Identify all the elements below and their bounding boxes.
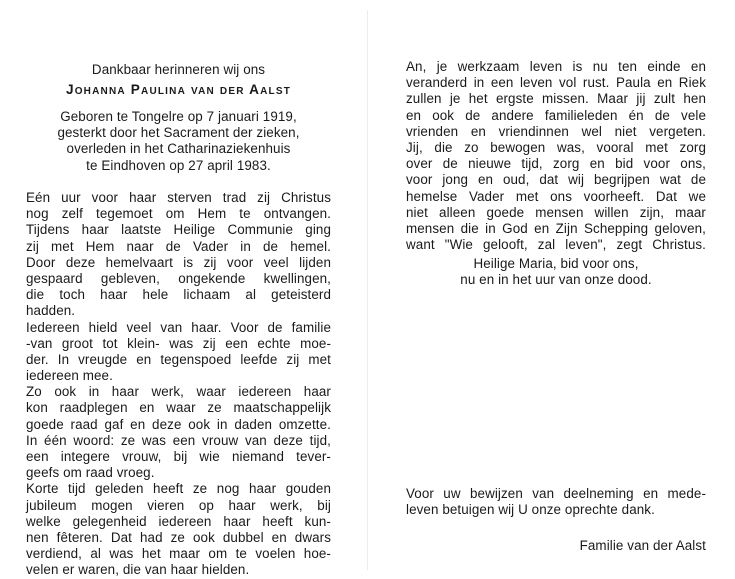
- right-body: [406, 59, 706, 253]
- body-line: Zo ook in haar werk, waar iedereen haar: [26, 384, 331, 400]
- body-line: mensen die in God en Zijn Schepping geloven,: [406, 220, 706, 236]
- thanks-line: leven betuigen wij U onze oprechte dank.: [406, 502, 655, 518]
- birth-line: Geboren te Tongelre op 7 januari 1919,: [60, 109, 297, 124]
- prayer-line: nu en in het uur van onze dood.: [460, 272, 652, 288]
- body-line: en ook de andere familieleden én de vele: [406, 107, 706, 123]
- left-body: [26, 190, 331, 579]
- body-line: iedereen mee.: [26, 368, 113, 384]
- birth-death-block: [26, 109, 331, 174]
- fold-line: [367, 10, 368, 570]
- body-line: niet alleen goede mensen willen zijn, maar: [406, 204, 706, 220]
- body-line: Iedereen hield veel van haar. Voor de familie: [26, 319, 331, 335]
- body-line: hemelse Vader met ons voorheeft. Dat we: [406, 188, 706, 204]
- body-line: Korte tijd geleden heeft ze nog haar gouden: [26, 481, 331, 497]
- body-line: nen fêteren. Dat had ze ook dubbel en dwars: [26, 529, 331, 545]
- body-line: zullen je het ergste missen. Maar jij zult hen: [406, 91, 706, 107]
- body-line: Door deze hemelvaart is zij voor veel lijden: [26, 254, 331, 270]
- body-line: geefs om raad vroeg.: [26, 465, 155, 481]
- body-line: zij met Hem naar de Vader in de hemel.: [26, 238, 331, 254]
- body-line: kon raadplegen en waar ze maatschappelijk: [26, 400, 331, 416]
- body-line: vrienden en vriendinnen wel niet vergeten.: [406, 123, 706, 139]
- birth-line: gesterkt door het Sacrament der zieken,: [57, 125, 300, 141]
- body-line: nog zelf tegemoet om Hem te ontvangen.: [26, 206, 331, 222]
- body-line: over de nieuwe tijd, zorg en bid voor ons,: [406, 156, 706, 172]
- body-line: welke gelegenheid iedereen haar heeft kun-: [26, 513, 331, 529]
- body-line: hadden.: [26, 303, 76, 319]
- deceased-name: Johanna Paulina van der Aalst: [65, 82, 292, 97]
- body-line: der. In vreugde en tegenspoed leefde zij met: [26, 351, 331, 367]
- prayer-block: [406, 256, 706, 288]
- body-line: gespaard gebleven, ongekende kwellingen,: [26, 270, 331, 286]
- body-line: velen er waren, die van haar hielden.: [26, 562, 250, 578]
- family-signature: Familie van der Aalst: [579, 538, 706, 553]
- thanks-line: Voor uw bewijzen van deelneming en mede-: [406, 486, 706, 501]
- body-line: Jij, die zo bewogen was, vooral met zorg: [406, 139, 706, 155]
- intro-text: Dankbaar herinneren wij ons: [91, 62, 266, 77]
- body-line: jubileum mogen vieren op haar werk, bij: [26, 497, 331, 513]
- body-line: een integere vrouw, bij wie niemand tever-: [26, 449, 331, 464]
- body-line: veranderd in een leven vol rust. Paula en Riek: [406, 75, 706, 91]
- thanks-block: [406, 486, 706, 518]
- body-line: goede raad gaf en deze ook in daden omzette.: [26, 416, 331, 432]
- birth-line: overleden in het Catharinaziekenhuis: [66, 141, 291, 157]
- body-line: -van groot tot klein- was zij een echte moe-: [26, 335, 331, 351]
- body-line: An, je werkzaam leven is nu ten einde en: [406, 59, 706, 74]
- body-line: In één woord: ze was een vrouw van deze tijd,: [26, 432, 331, 448]
- prayer-line: Heilige Maria, bid voor ons,: [473, 256, 639, 271]
- body-line: want "Wie gelooft, zal leven", zegt Christus.: [406, 237, 706, 253]
- body-line: die toch haar hele lichaam al geteisterd: [26, 287, 331, 303]
- body-line: Tijdens haar laatste Heilige Communie ging: [26, 222, 331, 238]
- body-line: voor jong en oud, dat wij begrijpen wat de: [406, 172, 706, 188]
- body-line: Eén uur voor haar sterven trad zij Christus: [26, 190, 331, 205]
- birth-line: te Eindhoven op 27 april 1983.: [86, 157, 271, 173]
- body-line: verdiend, al was het maar om te voelen hoe-: [26, 546, 331, 562]
